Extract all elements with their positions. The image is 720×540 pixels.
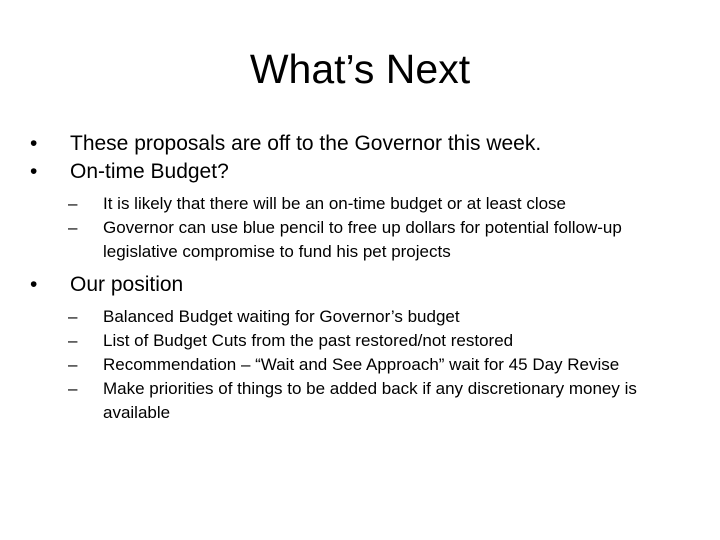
dash-icon: – [68, 218, 78, 237]
bullet-item [28, 130, 678, 158]
bullet-icon: • [30, 132, 38, 155]
sub-item-text: Make priorities of things to be added back if any discretionary money is available [103, 379, 637, 422]
sub-item-text: List of Budget Cuts from the past restored/not restored [103, 331, 514, 350]
bullet-text: On-time Budget? [70, 160, 229, 183]
sub-list [28, 305, 678, 425]
slide-body [28, 130, 678, 432]
sub-list [28, 192, 678, 264]
sub-item [28, 329, 678, 353]
dash-icon: – [68, 194, 78, 213]
dash-icon: – [68, 307, 78, 326]
slide-title: What’s Next [249, 46, 471, 92]
sub-item-text: It is likely that there will be an on-time budget or at least close [103, 194, 567, 213]
sub-item [28, 192, 678, 216]
bullet-icon: • [30, 160, 38, 183]
dash-icon: – [68, 331, 78, 350]
sub-item [28, 305, 678, 329]
dash-icon: – [68, 379, 78, 398]
sub-item [28, 353, 678, 377]
sub-item [28, 216, 678, 264]
bullet-text: These proposals are off to the Governor this week. [70, 132, 542, 155]
sub-item-text: Balanced Budget waiting for Governor’s budget [103, 307, 460, 326]
bullet-text: Our position [70, 273, 184, 296]
sub-item-text: Governor can use blue pencil to free up dollars for potential follow-up legislative compromise to fund his pet projects [103, 218, 622, 261]
bullet-item [28, 158, 678, 186]
bullet-icon: • [30, 273, 38, 296]
sub-item-text: Recommendation – “Wait and See Approach” wait for 45 Day Revise [103, 355, 620, 374]
dash-icon: – [68, 355, 78, 374]
sub-item [28, 377, 678, 425]
bullet-item [28, 271, 678, 299]
